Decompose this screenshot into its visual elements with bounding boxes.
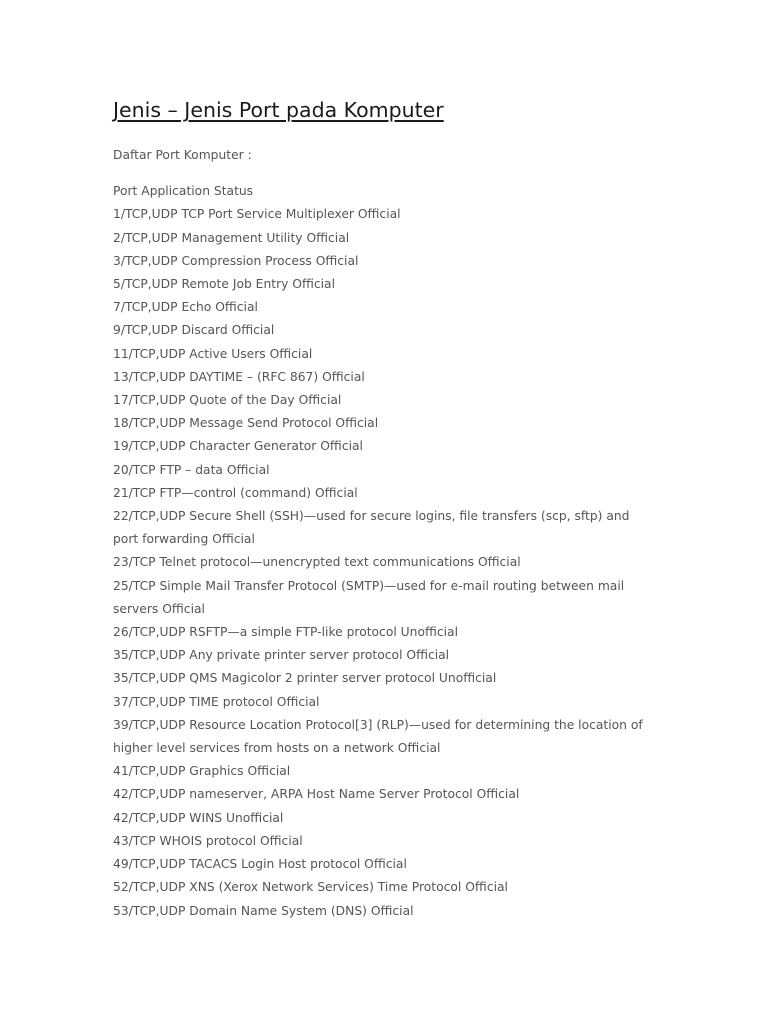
document-page (113, 96, 658, 923)
list-item: 1/TCP,UDP TCP Port Service Multiplexer Official (113, 207, 401, 222)
list-item: 19/TCP,UDP Character Generator Official (113, 439, 363, 454)
list-item: 35/TCP,UDP Any private printer server protocol Official (113, 648, 450, 663)
list-item: 11/TCP,UDP Active Users Official (113, 346, 313, 361)
list-item: 3/TCP,UDP Compression Process Official (113, 253, 359, 268)
list-item: 2/TCP,UDP Management Utility Official (113, 230, 350, 245)
list-item: 42/TCP,UDP nameserver, ARPA Host Name Server Protocol Official (113, 787, 520, 802)
list-item: 25/TCP Simple Mail Transfer Protocol (SMTP)—used for e-mail routing between mail servers Official (113, 578, 625, 616)
document-title: Jenis – Jenis Port pada Komputer (113, 98, 444, 122)
list-item: 23/TCP Telnet protocol—unencrypted text communications Official (113, 555, 521, 570)
list-item: 39/TCP,UDP Resource Location Protocol[3] (RLP)—used for determining the location of higher level services from hosts on a network Official (113, 717, 643, 756)
list-item: 21/TCP FTP—control (command) Official (113, 485, 358, 500)
list-item: 35/TCP,UDP QMS Magicolor 2 printer server protocol Unofficial (113, 671, 497, 686)
list-item: 42/TCP,UDP WINS Unofficial (113, 810, 284, 825)
list-item: 7/TCP,UDP Echo Official (113, 300, 258, 315)
list-item: 52/TCP,UDP XNS (Xerox Network Services) Time Protocol Official (113, 880, 508, 895)
list-item: 53/TCP,UDP Domain Name System (DNS) Official (113, 903, 414, 918)
list-item: 26/TCP,UDP RSFTP—a simple FTP-like protocol Unofficial (113, 625, 459, 640)
list-item: 13/TCP,UDP DAYTIME – (RFC 867) Official (113, 369, 365, 384)
list-item: 20/TCP FTP – data Official (113, 462, 270, 477)
table-header: Port Application Status (113, 184, 254, 199)
list-item: 5/TCP,UDP Remote Job Entry Official (113, 277, 336, 292)
port-list (113, 180, 658, 923)
list-item: 49/TCP,UDP TACACS Login Host protocol Official (113, 857, 407, 872)
list-item: 43/TCP WHOIS protocol Official (113, 833, 303, 848)
list-item: 41/TCP,UDP Graphics Official (113, 764, 291, 779)
list-item: 37/TCP,UDP TIME protocol Official (113, 694, 320, 709)
list-item: 9/TCP,UDP Discard Official (113, 323, 275, 338)
intro-text: Daftar Port Komputer : (113, 148, 252, 162)
list-item: 22/TCP,UDP Secure Shell (SSH)—used for secure logins, file transfers (scp, sftp) and port forwarding Official (113, 509, 630, 547)
list-item: 18/TCP,UDP Message Send Protocol Official (113, 416, 379, 431)
list-item: 17/TCP,UDP Quote of the Day Official (113, 393, 342, 408)
